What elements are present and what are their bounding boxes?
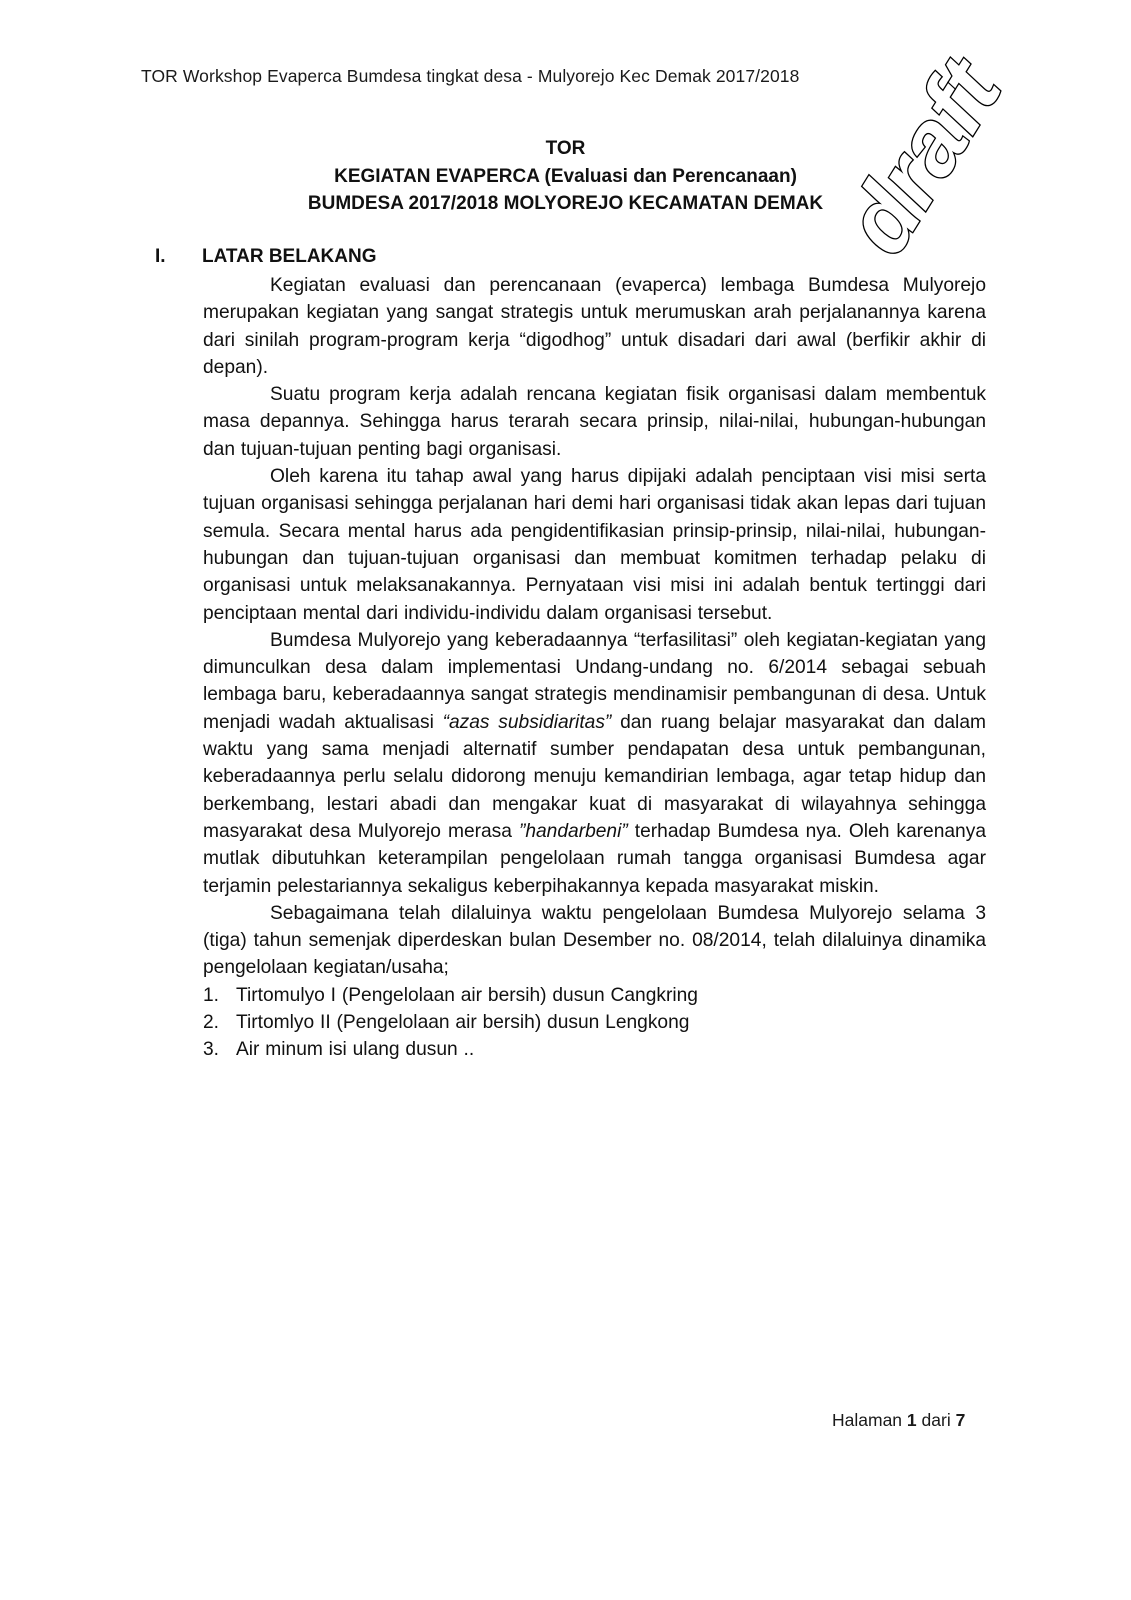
paragraph: Suatu program kerja adalah rencana kegiatan fisik organisasi dalam membentuk masa depannya. Sehingga harus terarah secara prinsip, nilai-nilai, hubungan-hubungan dan tujuan-tujuan penting bagi organisasi. (203, 384, 986, 460)
list-text: Air minum isi ulang dusun .. (236, 1039, 475, 1061)
draft-watermark-text: draft (825, 43, 1021, 271)
paragraph: Sebagaimana telah dilaluinya waktu pengelolaan Bumdesa Mulyorejo selama 3 (tiga) tahun semenjak diperdeskan bulan Desember no. 08/2014, telah dilaluinya dinamika pengelolaan kegiatan/usaha; (203, 902, 986, 979)
list-number: 3. (203, 1039, 220, 1061)
paragraph-text: Bumdesa Mulyorejo yang keberadaannya “terfasilitasi” oleh kegiatan-kegiatan yang dimunculkan desa dalam implementasi Undang-undang no. 6/2014 sebagai sebuah lembaga baru, keberadaannya sangat strategis mendinamisir pembangunan di desa. Untuk menjadi wadah aktualisasi (203, 629, 986, 733)
emphasis-handarbeni: ”handarbeni” (518, 820, 628, 842)
section-heading (155, 246, 377, 268)
page-prefix: Halaman (832, 1410, 903, 1430)
list-number: 2. (203, 1012, 220, 1034)
list-item (203, 1036, 986, 1063)
section-number: I. (155, 246, 166, 267)
paragraph: Kegiatan evaluasi dan perencanaan (evaperca) lembaga Bumdesa Mulyorejo merupakan kegiatan yang sangat strategis untuk merumuskan arah perjalanannya karena dari sinilah program-program kerja “digodhog” untuk disadari dari awal (berfikir akhir di depan). (203, 275, 986, 378)
total-pages: 7 (955, 1410, 966, 1430)
paragraph (203, 627, 986, 900)
paragraph: Oleh karena itu tahap awal yang harus dipijaki adalah penciptaan visi misi serta tujuan organisasi sehingga perjalanan hari demi hari organisasi tidak akan lepas dari tujuan semula. Secara mental harus ada pengidentifikasian prinsip-prinsip, nilai-nilai, hubungan-hubungan dan tujuan-tujuan organisasi dan membuat komitmen terhadap pelaku di organisasi untuk melaksanakannya. Pernyataan visi misi ini adalah bentuk tertinggi dari penciptaan mental dari individu-individu dalam organisasi tersebut. (203, 466, 986, 624)
list-item (203, 1009, 986, 1036)
activity-list (203, 982, 986, 1064)
running-header: TOR Workshop Evaperca Bumdesa tingkat desa - Mulyorejo Kec Demak 2017/2018 (141, 66, 800, 86)
title-line-1: TOR (545, 138, 586, 159)
draft-watermark (825, 43, 1055, 271)
list-text: Tirtomulyo I (Pengelolaan air bersih) dusun Cangkring (236, 984, 698, 1006)
list-item (203, 982, 986, 1009)
section-title: LATAR BELAKANG (202, 246, 377, 267)
emphasis-azas: “azas subsidiaritas” (442, 711, 612, 733)
list-number: 1. (203, 984, 220, 1006)
title-line-3: BUMDESA 2017/2018 MOLYOREJO KECAMATAN DEMAK (307, 193, 824, 214)
list-text: Tirtomlyo II (Pengelolaan air bersih) dusun Lengkong (236, 1012, 690, 1034)
paragraph-text: dan ruang belajar masyarakat dan dalam waktu yang sama menjadi alternatif sumber pendapatan desa untuk pembangunan, keberadaannya perlu selalu didorong menuju kemandirian lembaga, agar tetap hidup dan berkembang, lestari abadi dan mengakar kuat di masyarakat di wilayahnya sehingga masyarakat desa Mulyorejo merasa (203, 711, 986, 842)
current-page: 1 (906, 1410, 917, 1430)
page-number (832, 1410, 965, 1431)
section-body (203, 272, 986, 1064)
title-line-2: KEGIATAN EVAPERCA (Evaluasi dan Perencanaan) (334, 165, 797, 187)
page-of: dari (921, 1410, 951, 1430)
paragraph-text: terhadap Bumdesa nya. Oleh karenanya mutlak dibutuhkan keterampilan pengelolaan rumah tangga organisasi Bumdesa agar terjamin pelestariannya sekaligus keberpihakannya kepada masyarakat miskin. (203, 820, 986, 897)
